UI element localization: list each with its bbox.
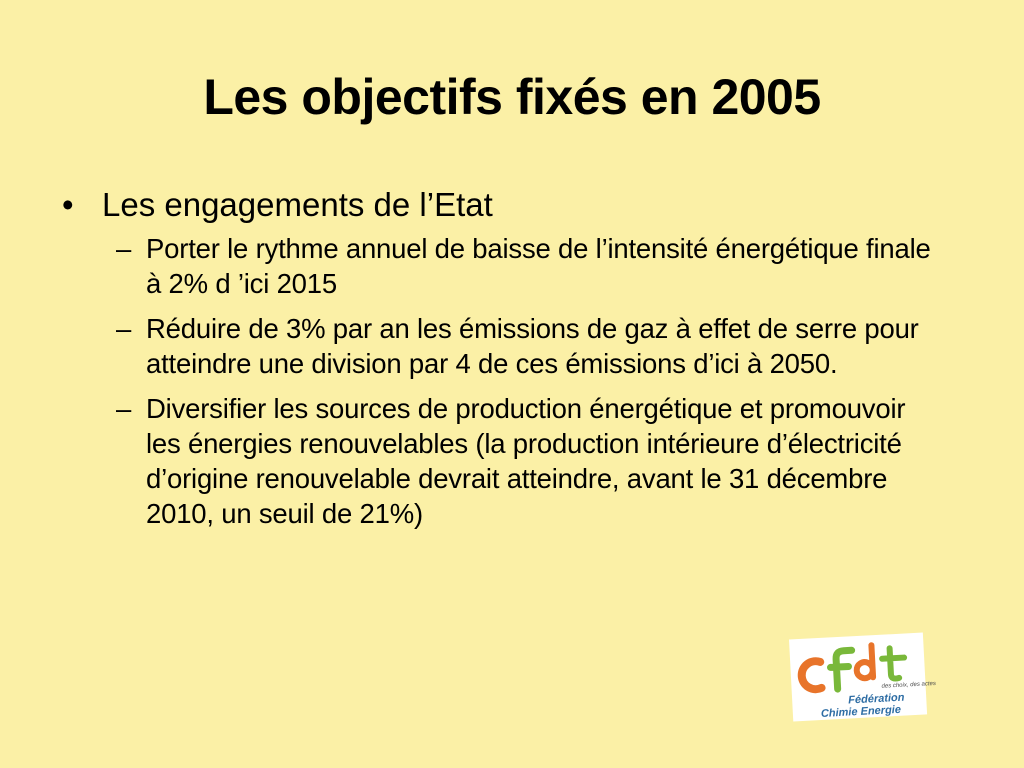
sub-item-text: Diversifier les sources de production énergétique et promouvoir les énergies renouvelables (la production intérieure d’électricité d’origine renouvelable devrait atteindre, avant le 31 décembre 2010, un seuil de 21%) [146, 393, 906, 529]
sub-item [116, 391, 960, 531]
dash-marker: – [116, 233, 132, 264]
sub-item-text: Porter le rythme annuel de baisse de l’intensité énergétique finale à 2% d ’ici 2015 [146, 233, 931, 299]
bullet-text: Les engagements de l’Etat [102, 186, 493, 223]
sub-item [116, 231, 960, 301]
bullet-item [60, 185, 960, 225]
slide-content [60, 185, 960, 541]
dash-marker: – [116, 313, 132, 344]
bullet-marker: • [62, 186, 74, 223]
logo-tagline: des choix, des actes [881, 680, 937, 690]
logo-line2: Chimie Energie [820, 703, 902, 720]
sub-item [116, 311, 960, 381]
cfdt-logo [787, 630, 937, 722]
slide-title: Les objectifs fixés en 2005 [203, 69, 821, 125]
dash-marker: – [116, 393, 132, 424]
logo-line1: Fédération [847, 691, 905, 707]
sub-item-text: Réduire de 3% par an les émissions de gaz à effet de serre pour atteindre une division par 4 de ces émissions d’ici à 2050. [146, 313, 919, 379]
